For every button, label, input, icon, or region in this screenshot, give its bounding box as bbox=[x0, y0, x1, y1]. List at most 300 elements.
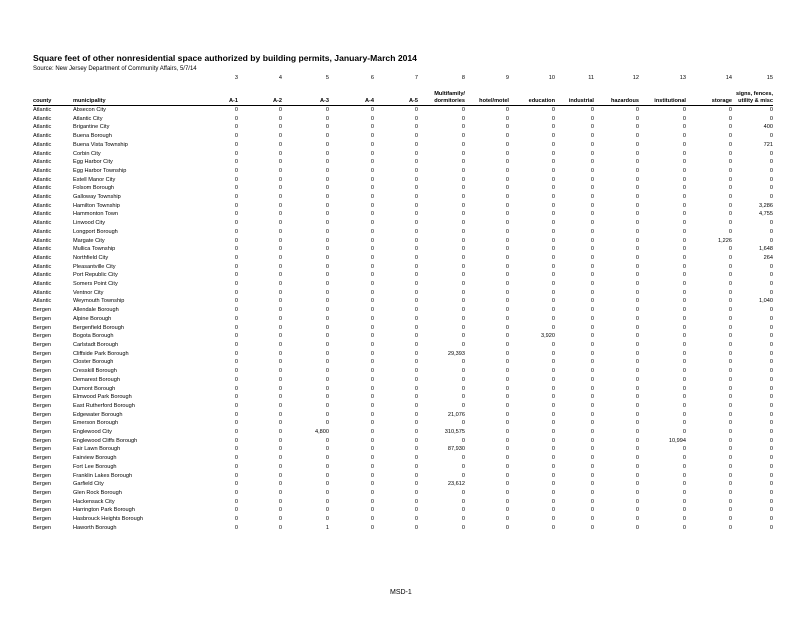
municipality-cell: Absecon City bbox=[73, 107, 106, 113]
value-cell: 0 bbox=[505, 228, 509, 235]
value-cell: 0 bbox=[682, 376, 686, 383]
value-cell: 0 bbox=[278, 124, 282, 131]
value-cell: 0 bbox=[370, 368, 374, 375]
value-cell: 0 bbox=[728, 516, 732, 523]
county-cell: Atlantic bbox=[33, 263, 52, 270]
value-cell: 0 bbox=[728, 420, 732, 427]
county-cell: Atlantic bbox=[33, 281, 52, 288]
value-cell: 87,930 bbox=[447, 446, 465, 453]
value-cell: 0 bbox=[370, 446, 374, 453]
value-cell: 0 bbox=[234, 481, 238, 488]
value-cell: 0 bbox=[590, 437, 594, 444]
value-cell: 0 bbox=[461, 333, 465, 340]
column-header: storage bbox=[686, 84, 732, 106]
value-cell: 0 bbox=[461, 385, 465, 392]
value-cell: 0 bbox=[590, 455, 594, 462]
county-cell: Atlantic bbox=[33, 220, 52, 227]
value-cell: 0 bbox=[682, 237, 686, 244]
value-cell: 0 bbox=[325, 446, 329, 453]
value-cell: 0 bbox=[551, 315, 555, 322]
value-cell: 0 bbox=[505, 516, 509, 523]
value-cell: 0 bbox=[234, 498, 238, 505]
value-cell: 0 bbox=[769, 463, 773, 470]
source-note: Source: New Jersey Department of Community Affairs, 5/7/14 bbox=[33, 66, 197, 72]
value-cell: 0 bbox=[682, 481, 686, 488]
value-cell: 0 bbox=[682, 124, 686, 131]
value-cell: 0 bbox=[234, 167, 238, 174]
column-header: education bbox=[509, 84, 555, 106]
value-cell: 0 bbox=[728, 263, 732, 270]
value-cell: 0 bbox=[461, 507, 465, 514]
value-cell: 0 bbox=[278, 376, 282, 383]
value-cell: 0 bbox=[370, 141, 374, 148]
value-cell: 0 bbox=[325, 350, 329, 357]
value-cell: 0 bbox=[234, 420, 238, 427]
value-cell: 0 bbox=[325, 359, 329, 366]
value-cell: 0 bbox=[234, 516, 238, 523]
value-cell: 0 bbox=[325, 211, 329, 218]
value-cell: 1 bbox=[325, 524, 329, 531]
county-cell: Bergen bbox=[33, 307, 52, 314]
value-cell: 0 bbox=[370, 359, 374, 366]
value-cell: 0 bbox=[728, 307, 732, 314]
value-cell: 0 bbox=[635, 446, 639, 453]
value-cell: 0 bbox=[635, 333, 639, 340]
value-cell: 0 bbox=[370, 246, 374, 253]
value-cell: 0 bbox=[635, 167, 639, 174]
value-cell: 0 bbox=[461, 115, 465, 122]
value-cell: 0 bbox=[728, 211, 732, 218]
municipality-cell: Estell Manor City bbox=[73, 176, 116, 183]
value-cell: 0 bbox=[635, 228, 639, 235]
value-cell: 0 bbox=[682, 489, 686, 496]
value-cell: 0 bbox=[414, 376, 418, 383]
value-cell: 0 bbox=[278, 350, 282, 357]
value-cell: 0 bbox=[551, 124, 555, 131]
value-cell: 0 bbox=[234, 376, 238, 383]
value-cell: 0 bbox=[769, 489, 773, 496]
value-cell: 0 bbox=[278, 246, 282, 253]
value-cell: 0 bbox=[461, 498, 465, 505]
value-cell: 0 bbox=[551, 263, 555, 270]
value-cell: 0 bbox=[551, 150, 555, 157]
value-cell: 0 bbox=[590, 176, 594, 183]
value-cell: 0 bbox=[414, 455, 418, 462]
value-cell: 721 bbox=[763, 141, 773, 148]
value-cell: 0 bbox=[505, 107, 509, 113]
value-cell: 0 bbox=[414, 489, 418, 496]
value-cell: 0 bbox=[505, 202, 509, 209]
value-cell: 0 bbox=[461, 176, 465, 183]
value-cell: 0 bbox=[590, 107, 594, 113]
value-cell: 0 bbox=[370, 167, 374, 174]
county-cell: Atlantic bbox=[33, 211, 52, 218]
value-cell: 0 bbox=[551, 107, 555, 113]
value-cell: 0 bbox=[590, 124, 594, 131]
value-cell: 0 bbox=[590, 202, 594, 209]
value-cell: 0 bbox=[551, 298, 555, 305]
value-cell: 0 bbox=[370, 420, 374, 427]
table-row bbox=[33, 411, 773, 420]
value-cell: 0 bbox=[728, 133, 732, 140]
value-cell: 0 bbox=[370, 272, 374, 279]
value-cell: 0 bbox=[461, 194, 465, 201]
table-row bbox=[33, 428, 773, 437]
value-cell: 0 bbox=[414, 350, 418, 357]
value-cell: 0 bbox=[635, 307, 639, 314]
value-cell: 0 bbox=[325, 202, 329, 209]
value-cell: 0 bbox=[234, 341, 238, 348]
value-cell: 0 bbox=[325, 254, 329, 261]
value-cell: 0 bbox=[461, 489, 465, 496]
value-cell: 0 bbox=[505, 237, 509, 244]
value-cell: 0 bbox=[414, 307, 418, 314]
value-cell: 0 bbox=[234, 315, 238, 322]
value-cell: 0 bbox=[414, 107, 418, 113]
value-cell: 0 bbox=[234, 368, 238, 375]
value-cell: 0 bbox=[728, 194, 732, 201]
value-cell: 0 bbox=[635, 524, 639, 531]
value-cell: 0 bbox=[769, 498, 773, 505]
value-cell: 0 bbox=[414, 194, 418, 201]
value-cell: 0 bbox=[461, 402, 465, 409]
value-cell: 0 bbox=[370, 437, 374, 444]
value-cell: 0 bbox=[370, 333, 374, 340]
value-cell: 0 bbox=[551, 307, 555, 314]
value-cell: 0 bbox=[635, 368, 639, 375]
value-cell: 0 bbox=[728, 315, 732, 322]
value-cell: 0 bbox=[769, 341, 773, 348]
municipality-cell: Fair Lawn Borough bbox=[73, 446, 121, 453]
value-cell: 0 bbox=[370, 489, 374, 496]
value-cell: 0 bbox=[505, 385, 509, 392]
value-cell: 0 bbox=[505, 167, 509, 174]
table-row bbox=[33, 419, 773, 428]
value-cell: 0 bbox=[278, 394, 282, 401]
table-row bbox=[33, 454, 773, 463]
county-cell: Bergen bbox=[33, 420, 52, 427]
table-row bbox=[33, 393, 773, 402]
value-cell: 0 bbox=[590, 489, 594, 496]
value-cell: 0 bbox=[461, 289, 465, 296]
value-cell: 0 bbox=[278, 263, 282, 270]
value-cell: 0 bbox=[234, 350, 238, 357]
value-cell: 0 bbox=[278, 437, 282, 444]
value-cell: 0 bbox=[728, 376, 732, 383]
value-cell: 0 bbox=[370, 159, 374, 166]
value-cell: 0 bbox=[414, 524, 418, 531]
value-cell: 0 bbox=[505, 455, 509, 462]
table-row bbox=[33, 228, 773, 237]
value-cell: 0 bbox=[234, 150, 238, 157]
county-cell: Atlantic bbox=[33, 272, 52, 279]
value-cell: 0 bbox=[728, 402, 732, 409]
value-cell: 0 bbox=[505, 359, 509, 366]
table-body bbox=[33, 106, 773, 533]
municipality-cell: Margate City bbox=[73, 237, 105, 244]
municipality-cell: Brigantine City bbox=[73, 124, 110, 131]
value-cell: 0 bbox=[234, 124, 238, 131]
value-cell: 0 bbox=[278, 141, 282, 148]
value-cell: 0 bbox=[551, 350, 555, 357]
table-row bbox=[33, 506, 773, 515]
value-cell: 0 bbox=[325, 176, 329, 183]
value-cell: 0 bbox=[234, 333, 238, 340]
value-cell: 0 bbox=[370, 254, 374, 261]
value-cell: 0 bbox=[769, 350, 773, 357]
value-cell: 0 bbox=[682, 185, 686, 192]
value-cell: 0 bbox=[414, 115, 418, 122]
value-cell: 0 bbox=[728, 489, 732, 496]
value-cell: 0 bbox=[769, 455, 773, 462]
value-cell: 0 bbox=[728, 141, 732, 148]
county-cell: Bergen bbox=[33, 498, 52, 505]
value-cell: 0 bbox=[505, 211, 509, 218]
municipality-cell: Corbin City bbox=[73, 150, 101, 157]
value-cell: 0 bbox=[635, 220, 639, 227]
county-cell: Bergen bbox=[33, 341, 52, 348]
county-cell: Bergen bbox=[33, 376, 52, 383]
value-cell: 0 bbox=[682, 202, 686, 209]
value-cell: 0 bbox=[769, 133, 773, 140]
column-number: 7 bbox=[414, 75, 418, 81]
value-cell: 0 bbox=[769, 107, 773, 113]
value-cell: 0 bbox=[234, 115, 238, 122]
value-cell: 0 bbox=[278, 411, 282, 418]
value-cell: 0 bbox=[590, 333, 594, 340]
value-cell: 0 bbox=[325, 159, 329, 166]
value-cell: 0 bbox=[234, 246, 238, 253]
municipality-cell: Edgewater Borough bbox=[73, 411, 123, 418]
value-cell: 0 bbox=[682, 385, 686, 392]
value-cell: 264 bbox=[763, 254, 773, 261]
value-cell: 0 bbox=[590, 159, 594, 166]
county-cell: Bergen bbox=[33, 455, 52, 462]
value-cell: 0 bbox=[551, 185, 555, 192]
value-cell: 0 bbox=[370, 472, 374, 479]
value-cell: 0 bbox=[278, 489, 282, 496]
table-row bbox=[33, 350, 773, 359]
value-cell: 0 bbox=[461, 472, 465, 479]
value-cell: 0 bbox=[234, 524, 238, 531]
table-row bbox=[33, 210, 773, 219]
value-cell: 0 bbox=[414, 124, 418, 131]
value-cell: 0 bbox=[590, 368, 594, 375]
value-cell: 0 bbox=[414, 446, 418, 453]
value-cell: 0 bbox=[551, 237, 555, 244]
value-cell: 0 bbox=[325, 315, 329, 322]
value-cell: 0 bbox=[278, 176, 282, 183]
value-cell: 0 bbox=[551, 359, 555, 366]
value-cell: 0 bbox=[278, 368, 282, 375]
table-row bbox=[33, 385, 773, 394]
municipality-cell: Weymouth Township bbox=[73, 298, 125, 305]
table-row bbox=[33, 437, 773, 446]
value-cell: 0 bbox=[682, 263, 686, 270]
value-cell: 0 bbox=[769, 376, 773, 383]
value-cell: 0 bbox=[325, 115, 329, 122]
table-row bbox=[33, 254, 773, 263]
value-cell: 0 bbox=[551, 498, 555, 505]
value-cell: 0 bbox=[325, 307, 329, 314]
value-cell: 1,040 bbox=[759, 298, 773, 305]
value-cell: 0 bbox=[461, 246, 465, 253]
value-cell: 0 bbox=[461, 463, 465, 470]
county-cell: Atlantic bbox=[33, 107, 52, 113]
value-cell: 0 bbox=[682, 341, 686, 348]
county-cell: Bergen bbox=[33, 359, 52, 366]
table-row bbox=[33, 167, 773, 176]
value-cell: 0 bbox=[728, 385, 732, 392]
value-cell: 0 bbox=[461, 315, 465, 322]
value-cell: 0 bbox=[728, 115, 732, 122]
value-cell: 0 bbox=[325, 341, 329, 348]
value-cell: 0 bbox=[551, 411, 555, 418]
value-cell: 0 bbox=[551, 176, 555, 183]
value-cell: 0 bbox=[278, 359, 282, 366]
municipality-cell: Fort Lee Borough bbox=[73, 463, 117, 470]
value-cell: 0 bbox=[325, 263, 329, 270]
value-cell: 0 bbox=[461, 202, 465, 209]
value-cell: 0 bbox=[505, 254, 509, 261]
value-cell: 0 bbox=[505, 411, 509, 418]
county-cell: Bergen bbox=[33, 333, 52, 340]
value-cell: 0 bbox=[728, 202, 732, 209]
value-cell: 0 bbox=[635, 385, 639, 392]
value-cell: 0 bbox=[590, 141, 594, 148]
county-cell: Atlantic bbox=[33, 202, 52, 209]
column-number: 14 bbox=[725, 75, 732, 81]
value-cell: 0 bbox=[682, 446, 686, 453]
value-cell: 0 bbox=[590, 237, 594, 244]
table-row bbox=[33, 245, 773, 254]
value-cell: 0 bbox=[278, 385, 282, 392]
value-cell: 0 bbox=[682, 359, 686, 366]
value-cell: 0 bbox=[590, 385, 594, 392]
value-cell: 0 bbox=[769, 307, 773, 314]
value-cell: 0 bbox=[414, 246, 418, 253]
value-cell: 0 bbox=[370, 385, 374, 392]
value-cell: 0 bbox=[234, 446, 238, 453]
column-number: 3 bbox=[234, 75, 238, 81]
municipality-cell: Folsom Borough bbox=[73, 185, 115, 192]
value-cell: 0 bbox=[414, 281, 418, 288]
value-cell: 0 bbox=[370, 220, 374, 227]
value-cell: 0 bbox=[682, 167, 686, 174]
value-cell: 0 bbox=[234, 141, 238, 148]
value-cell: 0 bbox=[370, 202, 374, 209]
municipality-cell: Garfield City bbox=[73, 481, 104, 488]
county-cell: Atlantic bbox=[33, 141, 52, 148]
value-cell: 0 bbox=[461, 272, 465, 279]
value-cell: 0 bbox=[234, 211, 238, 218]
table-row bbox=[33, 358, 773, 367]
table-row bbox=[33, 123, 773, 132]
value-cell: 0 bbox=[278, 185, 282, 192]
value-cell: 0 bbox=[551, 272, 555, 279]
municipality-cell: Elmwood Park Borough bbox=[73, 394, 132, 401]
value-cell: 0 bbox=[728, 498, 732, 505]
value-cell: 0 bbox=[234, 228, 238, 235]
municipality-cell: Buena Borough bbox=[73, 133, 112, 140]
value-cell: 0 bbox=[728, 333, 732, 340]
county-cell: Bergen bbox=[33, 324, 52, 331]
value-cell: 0 bbox=[728, 246, 732, 253]
value-cell: 0 bbox=[682, 315, 686, 322]
value-cell: 0 bbox=[635, 429, 639, 436]
value-cell: 0 bbox=[769, 228, 773, 235]
value-cell: 0 bbox=[278, 220, 282, 227]
table-row bbox=[33, 150, 773, 159]
value-cell: 0 bbox=[590, 481, 594, 488]
value-cell: 0 bbox=[414, 402, 418, 409]
value-cell: 0 bbox=[461, 307, 465, 314]
value-cell: 0 bbox=[728, 472, 732, 479]
value-cell: 0 bbox=[769, 237, 773, 244]
value-cell: 0 bbox=[635, 324, 639, 331]
value-cell: 0 bbox=[505, 246, 509, 253]
table-row bbox=[33, 332, 773, 341]
value-cell: 0 bbox=[325, 516, 329, 523]
value-cell: 0 bbox=[278, 463, 282, 470]
value-cell: 0 bbox=[325, 150, 329, 157]
value-cell: 0 bbox=[551, 376, 555, 383]
county-cell: Atlantic bbox=[33, 150, 52, 157]
value-cell: 0 bbox=[728, 272, 732, 279]
value-cell: 0 bbox=[728, 107, 732, 113]
value-cell: 0 bbox=[414, 263, 418, 270]
municipality-cell: Port Republic City bbox=[73, 272, 118, 279]
value-cell: 0 bbox=[551, 394, 555, 401]
value-cell: 0 bbox=[325, 463, 329, 470]
value-cell: 0 bbox=[682, 472, 686, 479]
value-cell: 0 bbox=[278, 524, 282, 531]
value-cell: 0 bbox=[551, 254, 555, 261]
value-cell: 0 bbox=[635, 481, 639, 488]
value-cell: 0 bbox=[414, 420, 418, 427]
value-cell: 0 bbox=[278, 507, 282, 514]
value-cell: 0 bbox=[635, 254, 639, 261]
value-cell: 0 bbox=[278, 402, 282, 409]
value-cell: 0 bbox=[325, 333, 329, 340]
value-cell: 0 bbox=[590, 411, 594, 418]
value-cell: 0 bbox=[728, 176, 732, 183]
county-cell: Bergen bbox=[33, 394, 52, 401]
county-cell: Bergen bbox=[33, 385, 52, 392]
value-cell: 0 bbox=[728, 124, 732, 131]
value-cell: 0 bbox=[728, 507, 732, 514]
value-cell: 0 bbox=[278, 254, 282, 261]
county-cell: Bergen bbox=[33, 429, 52, 436]
value-cell: 0 bbox=[682, 324, 686, 331]
value-cell: 0 bbox=[325, 107, 329, 113]
value-cell: 0 bbox=[551, 194, 555, 201]
value-cell: 0 bbox=[682, 281, 686, 288]
value-cell: 0 bbox=[325, 237, 329, 244]
table-row bbox=[33, 271, 773, 280]
value-cell: 0 bbox=[234, 455, 238, 462]
value-cell: 0 bbox=[505, 524, 509, 531]
value-cell: 0 bbox=[505, 263, 509, 270]
value-cell: 0 bbox=[590, 472, 594, 479]
value-cell: 0 bbox=[505, 472, 509, 479]
table-row bbox=[33, 515, 773, 524]
value-cell: 0 bbox=[278, 115, 282, 122]
municipality-cell: Hammonton Town bbox=[73, 211, 118, 218]
value-cell: 0 bbox=[728, 228, 732, 235]
value-cell: 0 bbox=[461, 220, 465, 227]
value-cell: 0 bbox=[505, 185, 509, 192]
